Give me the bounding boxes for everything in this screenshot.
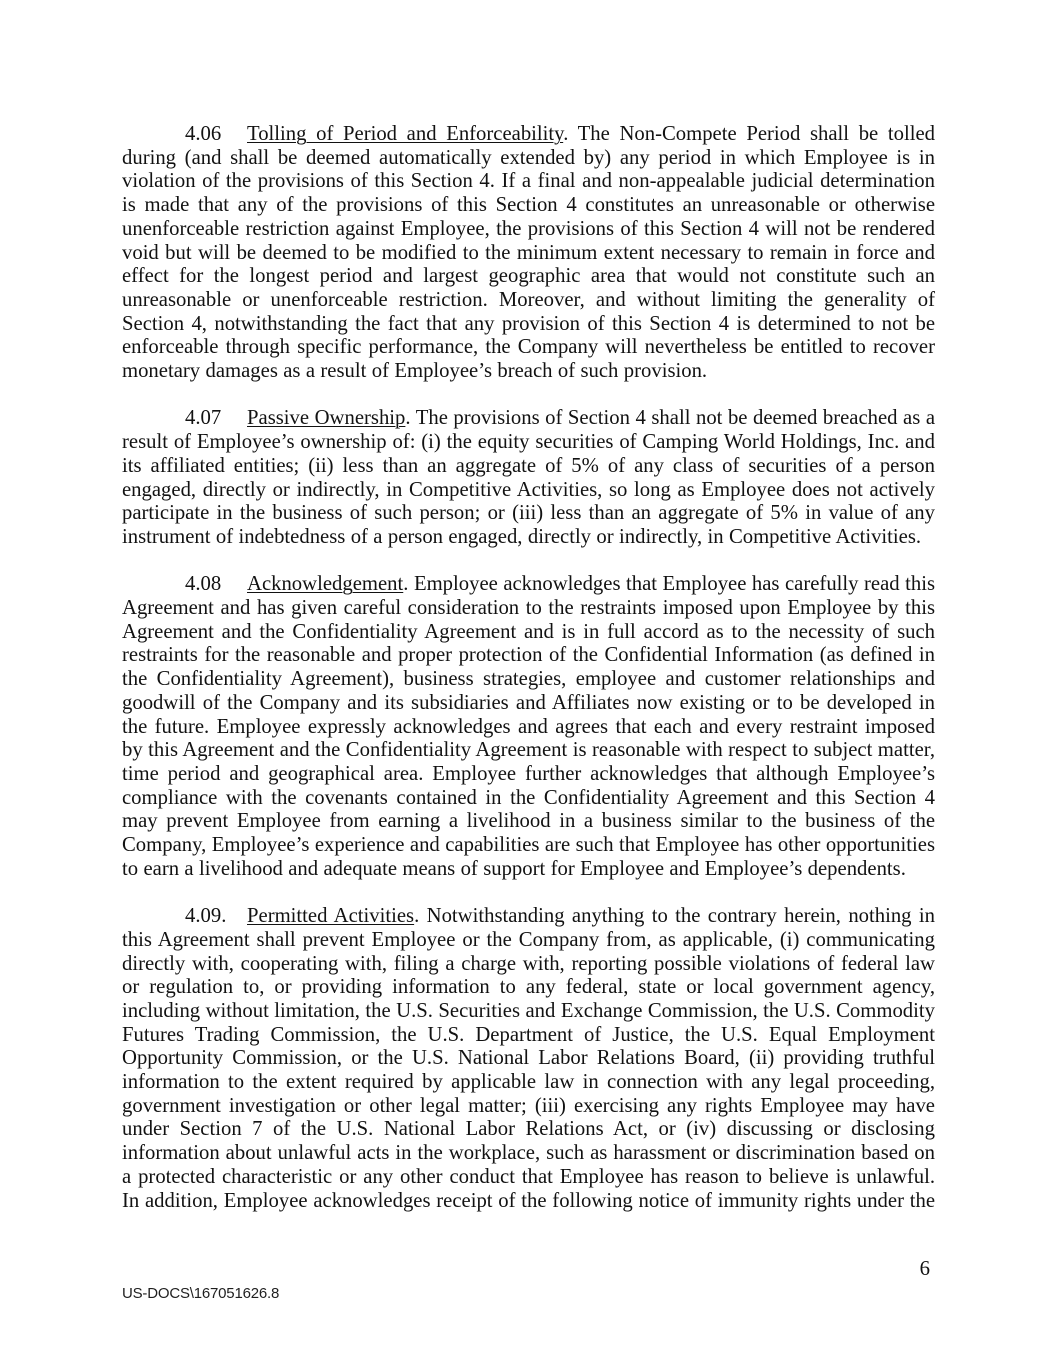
section-heading: Acknowledgement bbox=[247, 573, 404, 596]
section-heading: Passive Ownership bbox=[247, 407, 406, 430]
section-paragraph bbox=[122, 123, 935, 384]
section-body-text: . The Non-Compete Period shall be tolled during (and shall be deemed automatically extended by) any period in which Employee is in violation of the provisions of this Section 4. If a final and non-appealable judicial determination is made that any of the provisions of this Section 4 constitutes an unreasonable or otherwise unenforceable restriction against Employee, the provisions of this Section 4 will not be rendered void but will be deemed to be modified to the minimum extent necessary to remain in force and effect for the longest period and largest geographic area that would not constitute such an unreasonable or unenforceable restriction. Moreover, and without limiting the generality of Section 4, notwithstanding the fact that any provision of this Section 4 is determined to not be enforceable through specific performance, the Company will nevertheless be entitled to recover monetary damages as a result of Employee’s breach of such provision. bbox=[122, 123, 935, 383]
section-body-text: . Notwithstanding anything to the contrary herein, nothing in this Agreement shall prevent Employee or the Company from, as applicable, (i) communicating directly with, cooperating with, filing a charge with, reporting possible violations of federal law or regulation to, or providing information to any federal, state or local government agency, including without limitation, the U.S. Securities and Exchange Commission, the U.S. Commodity Futures Trading Commission, the U.S. Department of Justice, the U.S. Equal Employment Opportunity Commission, or the U.S. National Labor Relations Board, (ii) providing truthful information to the extent required by applicable law in connection with any legal proceeding, government investigation or other legal matter; (iii) exercising any rights Employee may have under Section 7 of the U.S. National Labor Relations Act, or (iv) discussing or disclosing information about unlawful acts in the workplace, such as harassment or discrimination based on a protected characteristic or any other conduct that Employee has reason to believe is unlawful. In addition, Employee acknowledges receipt of the following notice of immunity rights under the bbox=[122, 905, 935, 1212]
section-body-text: . Employee acknowledges that Employee has carefully read this Agreement and has given careful consideration to the restraints imposed upon Employee by this Agreement and the Confidentiality Agreement and is in full accord as to the necessity of such restraints for the reasonable and proper protection of the Confidential Information (as defined in the Confidentiality Agreement), business strategies, employee and customer relationships and goodwill of the Company and its subsidiaries and Affiliates now existing or to be developed in the future. Employee expressly acknowledges and agrees that each and every restraint imposed by this Agreement and the Confidentiality Agreement is reasonable with respect to subject matter, time period and geographical area. Employee further acknowledges that although Employee’s compliance with the covenants contained in the Confidentiality Agreement and this Section 4 may prevent Employee from earning a livelihood in a business similar to the business of the Company, Employee’s experience and capabilities are such that Employee has other opportunities to earn a livelihood and adequate means of support for Employee and Employee’s dependents. bbox=[122, 573, 935, 880]
section-heading: Tolling of Period and Enforceability bbox=[247, 123, 564, 145]
section-number: 4.09. bbox=[185, 905, 227, 928]
section-body-text: . The provisions of Section 4 shall not be deemed breached as a result of Employee’s ownership of: (i) the equity securities of Camping World Holdings, Inc. and its affiliated entities; (ii) less than an aggregate of 5% of any class of securities of a person engaged, directly or indirectly, in Competitive Activities, so long as Employee does not actively participate in the business of such person; or (iii) less than an aggregate of 5% in value of any instrument of indebtedness of a person engaged, directly or indirectly, in Competitive Activities. bbox=[122, 407, 936, 548]
section-paragraph bbox=[122, 573, 935, 881]
section-number: 4.08 bbox=[185, 573, 222, 596]
section-paragraph bbox=[122, 407, 935, 549]
document-id-footer: US-DOCS\167051626.8 bbox=[122, 1285, 280, 1302]
page-number: 6 bbox=[919, 1258, 930, 1280]
section-number: 4.07 bbox=[185, 407, 222, 430]
section-heading: Permitted Activities bbox=[247, 905, 415, 928]
section-paragraph bbox=[122, 905, 935, 1213]
document-body bbox=[122, 123, 935, 1237]
section-number: 4.06 bbox=[185, 123, 222, 145]
